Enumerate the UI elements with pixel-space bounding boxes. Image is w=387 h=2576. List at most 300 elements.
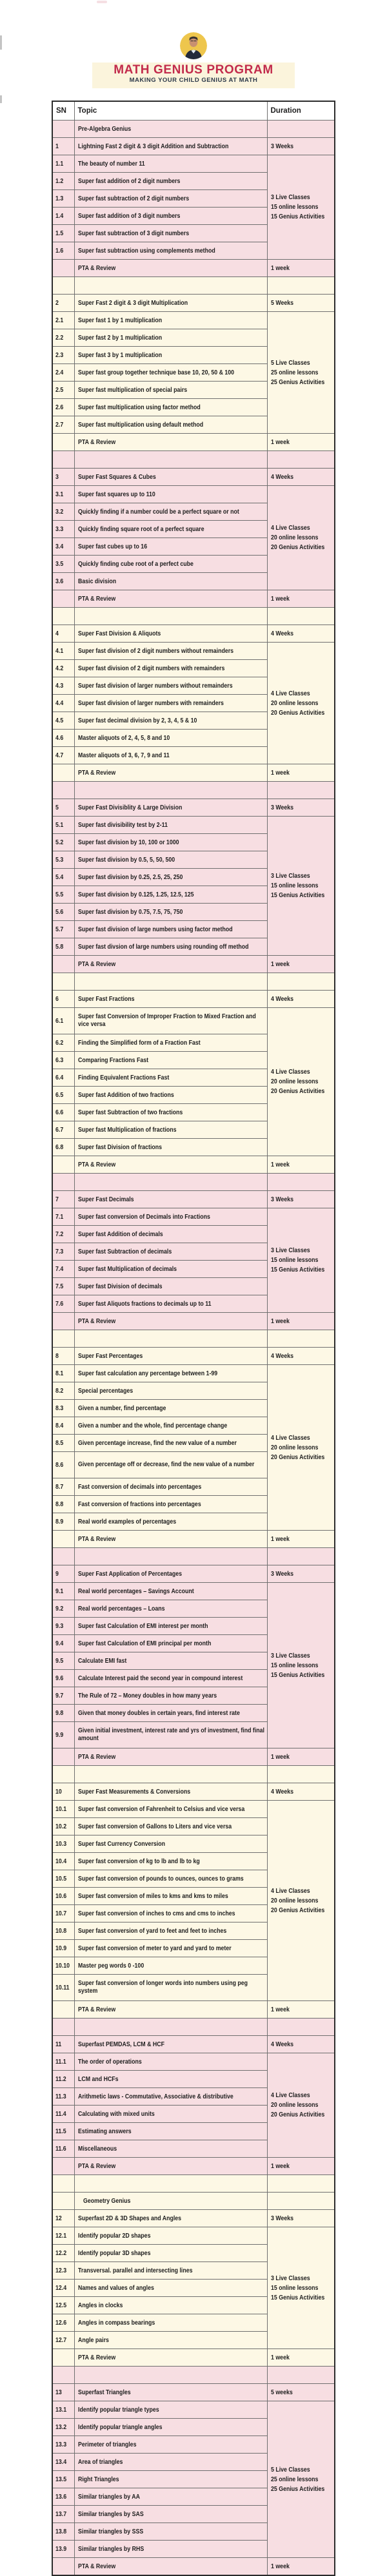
section-title-row [52,625,335,643]
bundle-line: 5 Live Classes [270,359,310,367]
duration-cell [267,782,335,799]
section-bundle [267,817,335,956]
lesson-row [52,1208,335,1226]
section-weeks: 4 Weeks [267,2036,335,2053]
pta-label: PTA & Review [74,260,267,277]
section-bundle [267,1008,335,1156]
section-title: Super Fast Fractions [74,991,267,1008]
lesson-number: 12.2 [52,2245,74,2262]
topic-cell [74,2019,267,2036]
column-header-sn: SN [52,101,74,121]
lesson-number: 12.6 [52,2314,74,2332]
lesson-number: 1.4 [52,208,74,225]
lesson-number: 9.6 [52,1670,74,1687]
bundle-line: 3 Live Classes [270,194,310,201]
lesson-number: 4.5 [52,712,74,730]
separator-row [52,1330,335,1348]
sn-cell [52,1156,74,1174]
lesson-number: 6.2 [52,1034,74,1052]
separator-row [52,782,335,799]
lesson-topic: Super fast conversion of meter to yard and yard to meter [74,1940,267,1957]
lesson-topic: Special percentages [74,1382,267,1400]
bundle-line: 20 Genius Activities [270,544,324,551]
lesson-topic: Super fast multiplication using default method [74,416,267,434]
bundle-line: 15 Genius Activities [270,892,324,899]
section-title: Super Fast Decimals [74,1191,267,1208]
duration-cell [267,973,335,991]
lesson-number: 13.5 [52,2471,74,2488]
section-bundle [267,155,335,260]
bundle-line: 25 online lessons [270,2475,318,2483]
lesson-number: 6.4 [52,1069,74,1087]
lesson-topic: Super fast subtraction using complements method [74,242,267,260]
pta-duration: 1 week [267,260,335,277]
section-title: Superfast PEMDAS, LCM & HCF [74,2036,267,2053]
section-weeks: 4 Weeks [267,1348,335,1365]
section-number: 4 [52,625,74,643]
lesson-topic: Super fast division of large numbers using factor method [74,921,267,938]
bundle-line: 20 online lessons [270,1897,318,1904]
section-bundle [267,312,335,434]
lesson-number: 11.6 [52,2140,74,2158]
lesson-number: 6.3 [52,1052,74,1069]
lesson-topic: Quickly finding if a number could be a perfect square or not [74,503,267,521]
lesson-topic: The order of operations [74,2053,267,2071]
pta-row [52,2001,335,2019]
sn-cell [52,2019,74,2036]
lesson-topic: Super fast conversion of yard to feet and feet to inches [74,1922,267,1940]
sn-cell [52,1748,74,1766]
lesson-number: 5.2 [52,834,74,851]
lesson-topic: Super fast conversion of longer words into numbers using peg system [74,1975,267,2001]
lesson-row [52,2053,335,2071]
lesson-number: 9.9 [52,1722,74,1748]
lesson-number: 11.3 [52,2088,74,2106]
lesson-topic: Super fast group together technique base 10, 20, 50 & 100 [74,364,267,382]
section-weeks: 5 Weeks [267,295,335,312]
section-bundle [267,1208,335,1313]
section-weeks: 3 Weeks [267,799,335,817]
lesson-number: 6.7 [52,1121,74,1139]
lesson-topic: Super fast conversion of miles to kms and kms to miles [74,1888,267,1905]
lesson-topic: Super fast division of larger numbers with remainders [74,695,267,712]
pta-row [52,2558,335,2576]
section-title: Superfast 2D & 3D Shapes and Angles [74,2210,267,2227]
lesson-number: 9.3 [52,1618,74,1635]
lesson-topic: Identify popular triangle types [74,2401,267,2419]
lesson-topic: Transversal. parallel and intersecting lines [74,2262,267,2280]
lesson-topic: Names and values of angles [74,2280,267,2297]
section-title: Super Fast Division & Aliquots [74,625,267,643]
lesson-number: 9.1 [52,1583,74,1600]
lesson-number: 1.2 [52,173,74,190]
lesson-number: 8.8 [52,1496,74,1513]
lesson-row [52,2227,335,2245]
lesson-number: 3.2 [52,503,74,521]
lesson-number: 5.7 [52,921,74,938]
lesson-number: 11.5 [52,2123,74,2140]
pta-duration: 1 week [267,1313,335,1330]
column-header-duration: Duration [267,101,335,121]
bundle-line: 20 Genius Activities [270,1906,324,1914]
scan-artifact [0,35,2,50]
bundle-line: 20 Genius Activities [270,1453,324,1461]
section-title-row [52,469,335,486]
lesson-topic: Miscellaneous [74,2140,267,2158]
sn-cell [52,1766,74,1783]
sn-cell [52,1330,74,1348]
lesson-topic: Super fast Division of decimals [74,1278,267,1295]
topic-cell [74,1548,267,1565]
lesson-topic: Super fast multiplication using factor method [74,399,267,416]
separator-row [52,1766,335,1783]
pta-duration: 1 week [267,764,335,782]
duration-cell [267,1330,335,1348]
lesson-topic: Calculate Interest paid the second year in compound interest [74,1670,267,1687]
section-number: 3 [52,469,74,486]
lesson-number: 9.2 [52,1600,74,1618]
bundle-line: 25 Genius Activities [270,378,324,386]
lesson-number: 10.2 [52,1818,74,1835]
pta-row [52,434,335,451]
bundle-line: 25 online lessons [270,369,318,376]
lesson-number: 13.1 [52,2401,74,2419]
sn-cell [52,2349,74,2367]
lesson-topic: Fast conversion of fractions into percentages [74,1496,267,1513]
lesson-topic: Super fast Multiplication of decimals [74,1261,267,1278]
lesson-number: 2.2 [52,329,74,347]
pta-label: PTA & Review [74,2158,267,2175]
bundle-line: 20 Genius Activities [270,2111,324,2118]
lesson-number: 7.4 [52,1261,74,1278]
lesson-topic: Super fast Conversion of Improper Fraction to Mixed Fraction and vice versa [74,1008,267,1034]
section-weeks: 3 Weeks [267,1191,335,1208]
lesson-number: 4.3 [52,677,74,695]
lesson-topic: Super fast divsion of large numbers using rounding off method [74,938,267,956]
pta-row [52,260,335,277]
separator-row [52,2175,335,2193]
section-number: 12 [52,2210,74,2227]
lesson-number: 4.7 [52,747,74,764]
lesson-number: 13.3 [52,2436,74,2454]
section-number: 9 [52,1565,74,1583]
section-number: 11 [52,2036,74,2053]
lesson-number: 5.1 [52,817,74,834]
lesson-topic: Super fast Calculation of EMI principal per month [74,1635,267,1652]
lesson-topic: Angles in clocks [74,2297,267,2314]
lesson-topic: Similar triangles by AA [74,2488,267,2506]
lesson-row [52,1365,335,1382]
lesson-topic: Quickly finding cube root of a perfect cube [74,556,267,573]
section-number: 10 [52,1783,74,1801]
duration-cell [267,451,335,469]
sn-cell [52,1531,74,1548]
lesson-topic: Super fast subtraction of 3 digit numbers [74,225,267,242]
lesson-number: 2.6 [52,399,74,416]
lesson-number: 10.8 [52,1922,74,1940]
bundle-line: 4 Live Classes [270,690,310,697]
section-bundle [267,486,335,590]
duration-cell [267,608,335,625]
lesson-topic: Super fast addition of 3 digit numbers [74,208,267,225]
bundle-line: 15 Genius Activities [270,1266,324,1273]
section-title-row [52,2036,335,2053]
lesson-topic: Real world percentages – Loans [74,1600,267,1618]
section-title: Super Fast Divisiblity & Large Division [74,799,267,817]
lesson-row [52,312,335,329]
lesson-topic: Super fast 3 by 1 multiplication [74,347,267,364]
pta-row [52,1156,335,1174]
bundle-line: 20 online lessons [270,534,318,541]
pta-label: PTA & Review [74,1313,267,1330]
bundle-line: 4 Live Classes [270,525,310,532]
section-title-row [52,1565,335,1583]
pta-row [52,2158,335,2175]
lesson-topic: Finding the Simplified form of a Fraction Fast [74,1034,267,1052]
lesson-topic: Master aliquots of 3, 6, 7, 9 and 11 [74,747,267,764]
separator-row [52,608,335,625]
sn-cell [52,973,74,991]
section-number: 13 [52,2384,74,2401]
lesson-number: 13.9 [52,2541,74,2558]
lesson-topic: Super fast Division of fractions [74,1139,267,1156]
lesson-number: 8.7 [52,1478,74,1496]
separator-row [52,1174,335,1191]
lesson-number: 5.8 [52,938,74,956]
lesson-topic: Super fast 1 by 1 multiplication [74,312,267,329]
lesson-number: 3.1 [52,486,74,503]
section-title: Superfast Triangles [74,2384,267,2401]
lesson-number: 12.3 [52,2262,74,2280]
lesson-number: 5.5 [52,886,74,904]
bundle-line: 20 online lessons [270,2102,318,2109]
lesson-number: 9.8 [52,1705,74,1722]
pta-label: PTA & Review [74,434,267,451]
lesson-topic: Super fast conversion of Gallons to Liters and vice versa [74,1818,267,1835]
lesson-number: 8.9 [52,1513,74,1531]
bundle-line: 3 Live Classes [270,2274,310,2282]
lesson-topic: Given percentage off or decrease, find the new value of a number [74,1452,267,1478]
bundle-line: 15 online lessons [270,1661,318,1669]
lesson-topic: Super fast conversion of kg to lb and lb to kg [74,1853,267,1870]
lesson-number: 3.6 [52,573,74,590]
sn-cell [52,121,74,138]
pta-duration: 1 week [267,2158,335,2175]
bundle-line: 15 online lessons [270,204,318,211]
lesson-topic: Super fast division by 0.125, 1.25, 12.5, 125 [74,886,267,904]
lesson-topic: Given percentage increase, find the new value of a number [74,1435,267,1452]
lesson-topic: Area of triangles [74,2454,267,2471]
section-title-row [52,991,335,1008]
lesson-number: 8.6 [52,1452,74,1478]
section-bundle [267,2053,335,2158]
lesson-topic: Super fast Currency Conversion [74,1835,267,1853]
lesson-row [52,1801,335,1818]
section-weeks: 3 Weeks [267,138,335,155]
lesson-topic: Given initial investment, interest rate and yrs of investment, find final amount [74,1722,267,1748]
lesson-number: 8.5 [52,1435,74,1452]
duration-cell [267,121,335,138]
lesson-topic: Given that money doubles in certain years, find interest rate [74,1705,267,1722]
lesson-topic: Super fast division by 0.75, 7.5, 75, 750 [74,904,267,921]
bundle-line: 15 online lessons [270,1257,318,1264]
duration-cell [267,1766,335,1783]
lesson-number: 10.5 [52,1870,74,1888]
lesson-number: 12.5 [52,2297,74,2314]
lesson-topic: Super fast division of larger numbers without remainders [74,677,267,695]
scan-artifact [0,95,2,103]
pta-label: PTA & Review [74,764,267,782]
lesson-topic: Given a number and the whole, find percentage change [74,1417,267,1435]
sn-cell [52,956,74,973]
lesson-topic: Super fast conversion of pounds to ounces, ounces to grams [74,1870,267,1888]
lesson-topic: Super fast addition of 2 digit numbers [74,173,267,190]
bundle-line: 4 Live Classes [270,1434,310,1442]
lesson-number: 10.3 [52,1835,74,1853]
lesson-number: 8.2 [52,1382,74,1400]
lesson-number: 10.4 [52,1853,74,1870]
section-title: Super Fast Measurements & Conversions [74,1783,267,1801]
section-title-row [52,295,335,312]
pta-row [52,2349,335,2367]
lesson-number: 13.8 [52,2523,74,2541]
pta-duration: 1 week [267,1531,335,1548]
lesson-topic: Perimeter of triangles [74,2436,267,2454]
topic-cell [74,451,267,469]
sn-cell [52,2001,74,2019]
lesson-number: 11.1 [52,2053,74,2071]
separator-row [52,2367,335,2384]
lesson-topic: Calculate EMI fast [74,1652,267,1670]
bundle-line: 20 online lessons [270,1444,318,1451]
pta-duration: 1 week [267,1748,335,1766]
lesson-number: 12.4 [52,2280,74,2297]
section-bundle [267,2401,335,2558]
pta-label: PTA & Review [74,2558,267,2576]
lesson-topic: Arithmetic laws - Commutative, Associative & distributive [74,2088,267,2106]
group-title: Pre-Algebra Genius [74,121,267,138]
pta-duration: 1 week [267,2349,335,2367]
pta-label: PTA & Review [74,1156,267,1174]
section-weeks: 5 weeks [267,2384,335,2401]
lesson-number: 13.2 [52,2419,74,2436]
separator-row [52,277,335,295]
curriculum-table [52,101,335,2576]
lesson-topic: Identify popular 2D shapes [74,2227,267,2245]
sn-cell [52,1548,74,1565]
bundle-line: 15 Genius Activities [270,1671,324,1679]
lesson-topic: LCM and HCFs [74,2071,267,2088]
section-title-row [52,138,335,155]
section-title: Lightning Fast 2 digit & 3 digit Addition and Subtraction [74,138,267,155]
lesson-number: 10.1 [52,1801,74,1818]
lesson-topic: Super fast conversion of inches to cms and cms to inches [74,1905,267,1922]
lesson-number: 13.6 [52,2488,74,2506]
lesson-topic: Super fast Subtraction of two fractions [74,1104,267,1121]
topic-cell [74,782,267,799]
section-bundle [267,1365,335,1531]
pta-row [52,1531,335,1548]
lesson-number: 5.6 [52,904,74,921]
lesson-topic: Real world percentages – Savings Account [74,1583,267,1600]
lesson-number: 13.4 [52,2454,74,2471]
section-weeks: 4 Weeks [267,469,335,486]
lesson-row [52,643,335,660]
sn-cell [52,2175,74,2193]
lesson-row [52,1008,335,1034]
lesson-number: 2.7 [52,416,74,434]
lesson-topic: Super fast division by 0.25, 2.5, 25, 250 [74,869,267,886]
lesson-number: 2.1 [52,312,74,329]
pta-label: PTA & Review [74,1748,267,1766]
pta-duration: 1 week [267,2001,335,2019]
pta-row [52,1313,335,1330]
sn-cell [52,2367,74,2384]
lesson-topic: Super fast cubes up to 16 [74,538,267,556]
duration-cell [267,277,335,295]
lesson-topic: Identify popular 3D shapes [74,2245,267,2262]
lesson-number: 1.3 [52,190,74,208]
bundle-line: 20 online lessons [270,1078,318,1085]
lesson-topic: Angle pairs [74,2332,267,2349]
lesson-number: 11.2 [52,2071,74,2088]
lesson-topic: Calculating with mixed units [74,2106,267,2123]
lesson-number: 8.3 [52,1400,74,1417]
lesson-number: 6.5 [52,1087,74,1104]
section-title-row [52,2210,335,2227]
section-weeks: 3 Weeks [267,2210,335,2227]
lesson-topic: Super fast conversion of Decimals into Fractions [74,1208,267,1226]
bundle-line: 20 Genius Activities [270,709,324,717]
lesson-number: 5.3 [52,851,74,869]
lesson-number: 1.5 [52,225,74,242]
sn-cell [52,764,74,782]
bundle-line: 4 Live Classes [270,1069,310,1076]
section-number: 2 [52,295,74,312]
section-title: Super Fast 2 digit & 3 digit Multiplication [74,295,267,312]
sn-cell [52,2158,74,2175]
lesson-number: 3.5 [52,556,74,573]
lesson-topic: Super fast Addition of two fractions [74,1087,267,1104]
topic-cell [74,2367,267,2384]
pta-row [52,764,335,782]
lesson-number: 7.2 [52,1226,74,1243]
lesson-topic: Fast conversion of decimals into percentages [74,1478,267,1496]
lesson-number: 5.4 [52,869,74,886]
section-number: 7 [52,1191,74,1208]
lesson-topic: Identify popular triangle angles [74,2419,267,2436]
duration-cell [267,2019,335,2036]
lesson-number: 7.3 [52,1243,74,1261]
section-header-row [52,2193,335,2210]
bundle-line: 4 Live Classes [270,2092,310,2099]
lesson-number: 10.9 [52,1940,74,1957]
topic-cell [74,277,267,295]
separator-row [52,2019,335,2036]
pta-row [52,956,335,973]
section-bundle [267,1583,335,1748]
lesson-number: 4.6 [52,730,74,747]
section-number: 1 [52,138,74,155]
section-bundle [267,643,335,764]
sn-cell [52,451,74,469]
section-title-row [52,1783,335,1801]
person-icon [180,32,207,59]
program-title: MATH GENIUS PROGRAM [114,63,273,77]
section-weeks: 3 Weeks [267,1565,335,1583]
lesson-topic: Super fast 2 by 1 multiplication [74,329,267,347]
sn-cell [52,434,74,451]
